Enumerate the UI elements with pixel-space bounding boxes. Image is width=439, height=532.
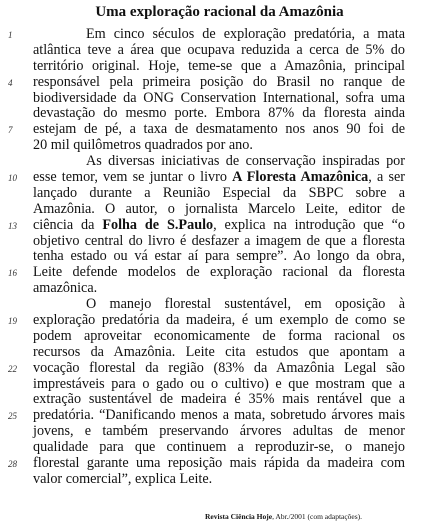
line-number: 10 bbox=[8, 173, 17, 184]
text-line bbox=[0, 472, 439, 488]
text-line bbox=[0, 202, 439, 218]
source-citation bbox=[205, 512, 362, 521]
line-text bbox=[33, 313, 405, 329]
line-text bbox=[86, 154, 405, 170]
text-segment: qualidade para que continuem a reproduzir-se, o manejo bbox=[33, 439, 405, 456]
text-line bbox=[0, 27, 439, 43]
text-line bbox=[0, 43, 439, 59]
line-text bbox=[86, 297, 405, 313]
text-line bbox=[0, 91, 439, 107]
text-line bbox=[0, 154, 439, 170]
line-text bbox=[33, 392, 405, 408]
text-segment: atlântica teve a área que ocupava reduzida a cerca de 5% do bbox=[33, 41, 405, 58]
text-segment: Amazônia. O autor, o jornalista Marcelo Leite, editor de bbox=[33, 200, 405, 217]
line-number: 7 bbox=[8, 125, 13, 136]
article-title: Uma exploração racional da Amazônia bbox=[95, 4, 344, 20]
text-segment: tenha estado ou vá estar aí para sempre”. Ao longo da obra, bbox=[33, 248, 405, 265]
text-line bbox=[0, 186, 439, 202]
line-text bbox=[33, 265, 405, 281]
line-text bbox=[86, 27, 405, 43]
text-line bbox=[0, 408, 439, 424]
text-segment: O manejo florestal sustentável, em oposição à bbox=[86, 296, 405, 313]
text-line bbox=[0, 234, 439, 250]
article-body bbox=[0, 27, 439, 488]
line-number: 1 bbox=[8, 30, 13, 40]
text-line bbox=[0, 313, 439, 329]
text-segment: biodiversidade da ONG Conservation International, sofra uma bbox=[33, 89, 405, 106]
line-text bbox=[33, 59, 405, 75]
text-segment: florestal garante uma reposição mais rápida da madeira com bbox=[33, 455, 405, 472]
text-line bbox=[0, 297, 439, 313]
line-text bbox=[33, 472, 405, 488]
text-segment: , explica na introdução que “o bbox=[213, 216, 406, 233]
line-text bbox=[33, 456, 405, 472]
line-text bbox=[33, 75, 405, 91]
text-line bbox=[0, 456, 439, 472]
line-number: 28 bbox=[8, 459, 17, 470]
text-segment: responsável pela primeira posição do Brasil no ranque de bbox=[33, 73, 405, 90]
text-segment: lançado durante a Reunião Especial da SBPC sobre a bbox=[33, 184, 405, 201]
line-text bbox=[33, 106, 405, 122]
line-number: 19 bbox=[8, 316, 17, 327]
text-line bbox=[0, 75, 439, 91]
text-line bbox=[0, 138, 439, 154]
text-segment: Leite defende modelos de exploração racional da floresta bbox=[33, 264, 405, 281]
bold-title-text: Folha de S.Paulo bbox=[102, 216, 214, 233]
line-number: 13 bbox=[8, 220, 17, 231]
text-line bbox=[0, 424, 439, 440]
text-segment: Em cinco séculos de exploração predatória, a mata bbox=[86, 26, 405, 42]
text-segment: extração sustentável de madeira é 35% mais rentável que a bbox=[33, 391, 405, 408]
line-text bbox=[33, 43, 405, 59]
line-text bbox=[33, 202, 405, 218]
line-text bbox=[33, 249, 405, 265]
text-line bbox=[0, 106, 439, 122]
text-segment: 20 mil quilômetros quadrados por ano. bbox=[33, 137, 253, 154]
line-text bbox=[33, 218, 405, 234]
text-line bbox=[0, 218, 439, 234]
text-line bbox=[0, 440, 439, 456]
text-segment: objetivo central do livro é desfazer a imagem de que a floresta bbox=[33, 232, 405, 249]
text-line bbox=[0, 377, 439, 393]
text-line bbox=[0, 392, 439, 408]
text-segment: jovens, e também preservando árvores adultas de menor bbox=[33, 423, 405, 440]
line-text bbox=[33, 377, 405, 393]
line-text bbox=[33, 345, 405, 361]
text-line bbox=[0, 345, 439, 361]
text-segment: amazônica. bbox=[33, 280, 98, 297]
text-segment: exploração predatória da madeira, é um exemplo de como se bbox=[33, 312, 405, 329]
text-segment: devastação do mesmo porte. Embora 87% da floresta ainda bbox=[33, 105, 405, 122]
line-text bbox=[33, 122, 405, 138]
line-text bbox=[33, 440, 405, 456]
text-segment: imprestáveis para o gado ou o cultivo) e que mostram que a bbox=[33, 375, 405, 392]
line-number: 22 bbox=[8, 363, 17, 374]
line-text bbox=[33, 408, 405, 424]
line-text bbox=[33, 329, 405, 345]
line-text bbox=[33, 234, 405, 250]
text-segment: As diversas iniciativas de conservação inspiradas por bbox=[86, 153, 405, 170]
text-line bbox=[0, 265, 439, 281]
line-number: 4 bbox=[8, 77, 13, 88]
line-text bbox=[33, 361, 405, 377]
line-text bbox=[33, 138, 405, 154]
line-text bbox=[33, 91, 405, 107]
line-text bbox=[33, 424, 405, 440]
line-text bbox=[33, 281, 405, 297]
text-segment: estejam de pé, a taxa de desmatamento nos anos 90 foi de bbox=[33, 121, 405, 138]
text-line bbox=[0, 59, 439, 75]
text-segment: podem aproveitar economicamente de forma racional os bbox=[33, 327, 405, 344]
line-text bbox=[33, 186, 405, 202]
text-line bbox=[0, 329, 439, 345]
text-line bbox=[0, 361, 439, 377]
line-text bbox=[33, 170, 405, 186]
text-segment: esse temor, vem se juntar o livro bbox=[33, 169, 233, 186]
text-line bbox=[0, 122, 439, 138]
text-line bbox=[0, 249, 439, 265]
source-name: Revista Ciência Hoje bbox=[205, 512, 273, 521]
line-number: 16 bbox=[8, 268, 17, 279]
source-details: , Abr./2001 (com adaptações). bbox=[272, 512, 363, 521]
text-segment: predatória. “Danificando menos a mata, sobretudo árvores mais bbox=[33, 407, 405, 424]
text-segment: território original. Hoje, teme-se que a Amazônia, principal bbox=[33, 57, 405, 74]
bold-title-text: A Floresta Amazônica bbox=[232, 169, 369, 186]
line-number: 25 bbox=[8, 411, 17, 422]
text-segment: , a ser bbox=[368, 169, 406, 186]
text-line bbox=[0, 170, 439, 186]
text-line bbox=[0, 281, 439, 297]
text-segment: vocação florestal da região (83% da Amazônia Legal são bbox=[33, 359, 405, 376]
text-segment: ciência da bbox=[33, 216, 103, 233]
text-segment: valor comercial”, explica Leite. bbox=[33, 470, 213, 487]
text-segment: recursos da Amazônia. Leite cita estudos que apontam a bbox=[33, 343, 405, 360]
